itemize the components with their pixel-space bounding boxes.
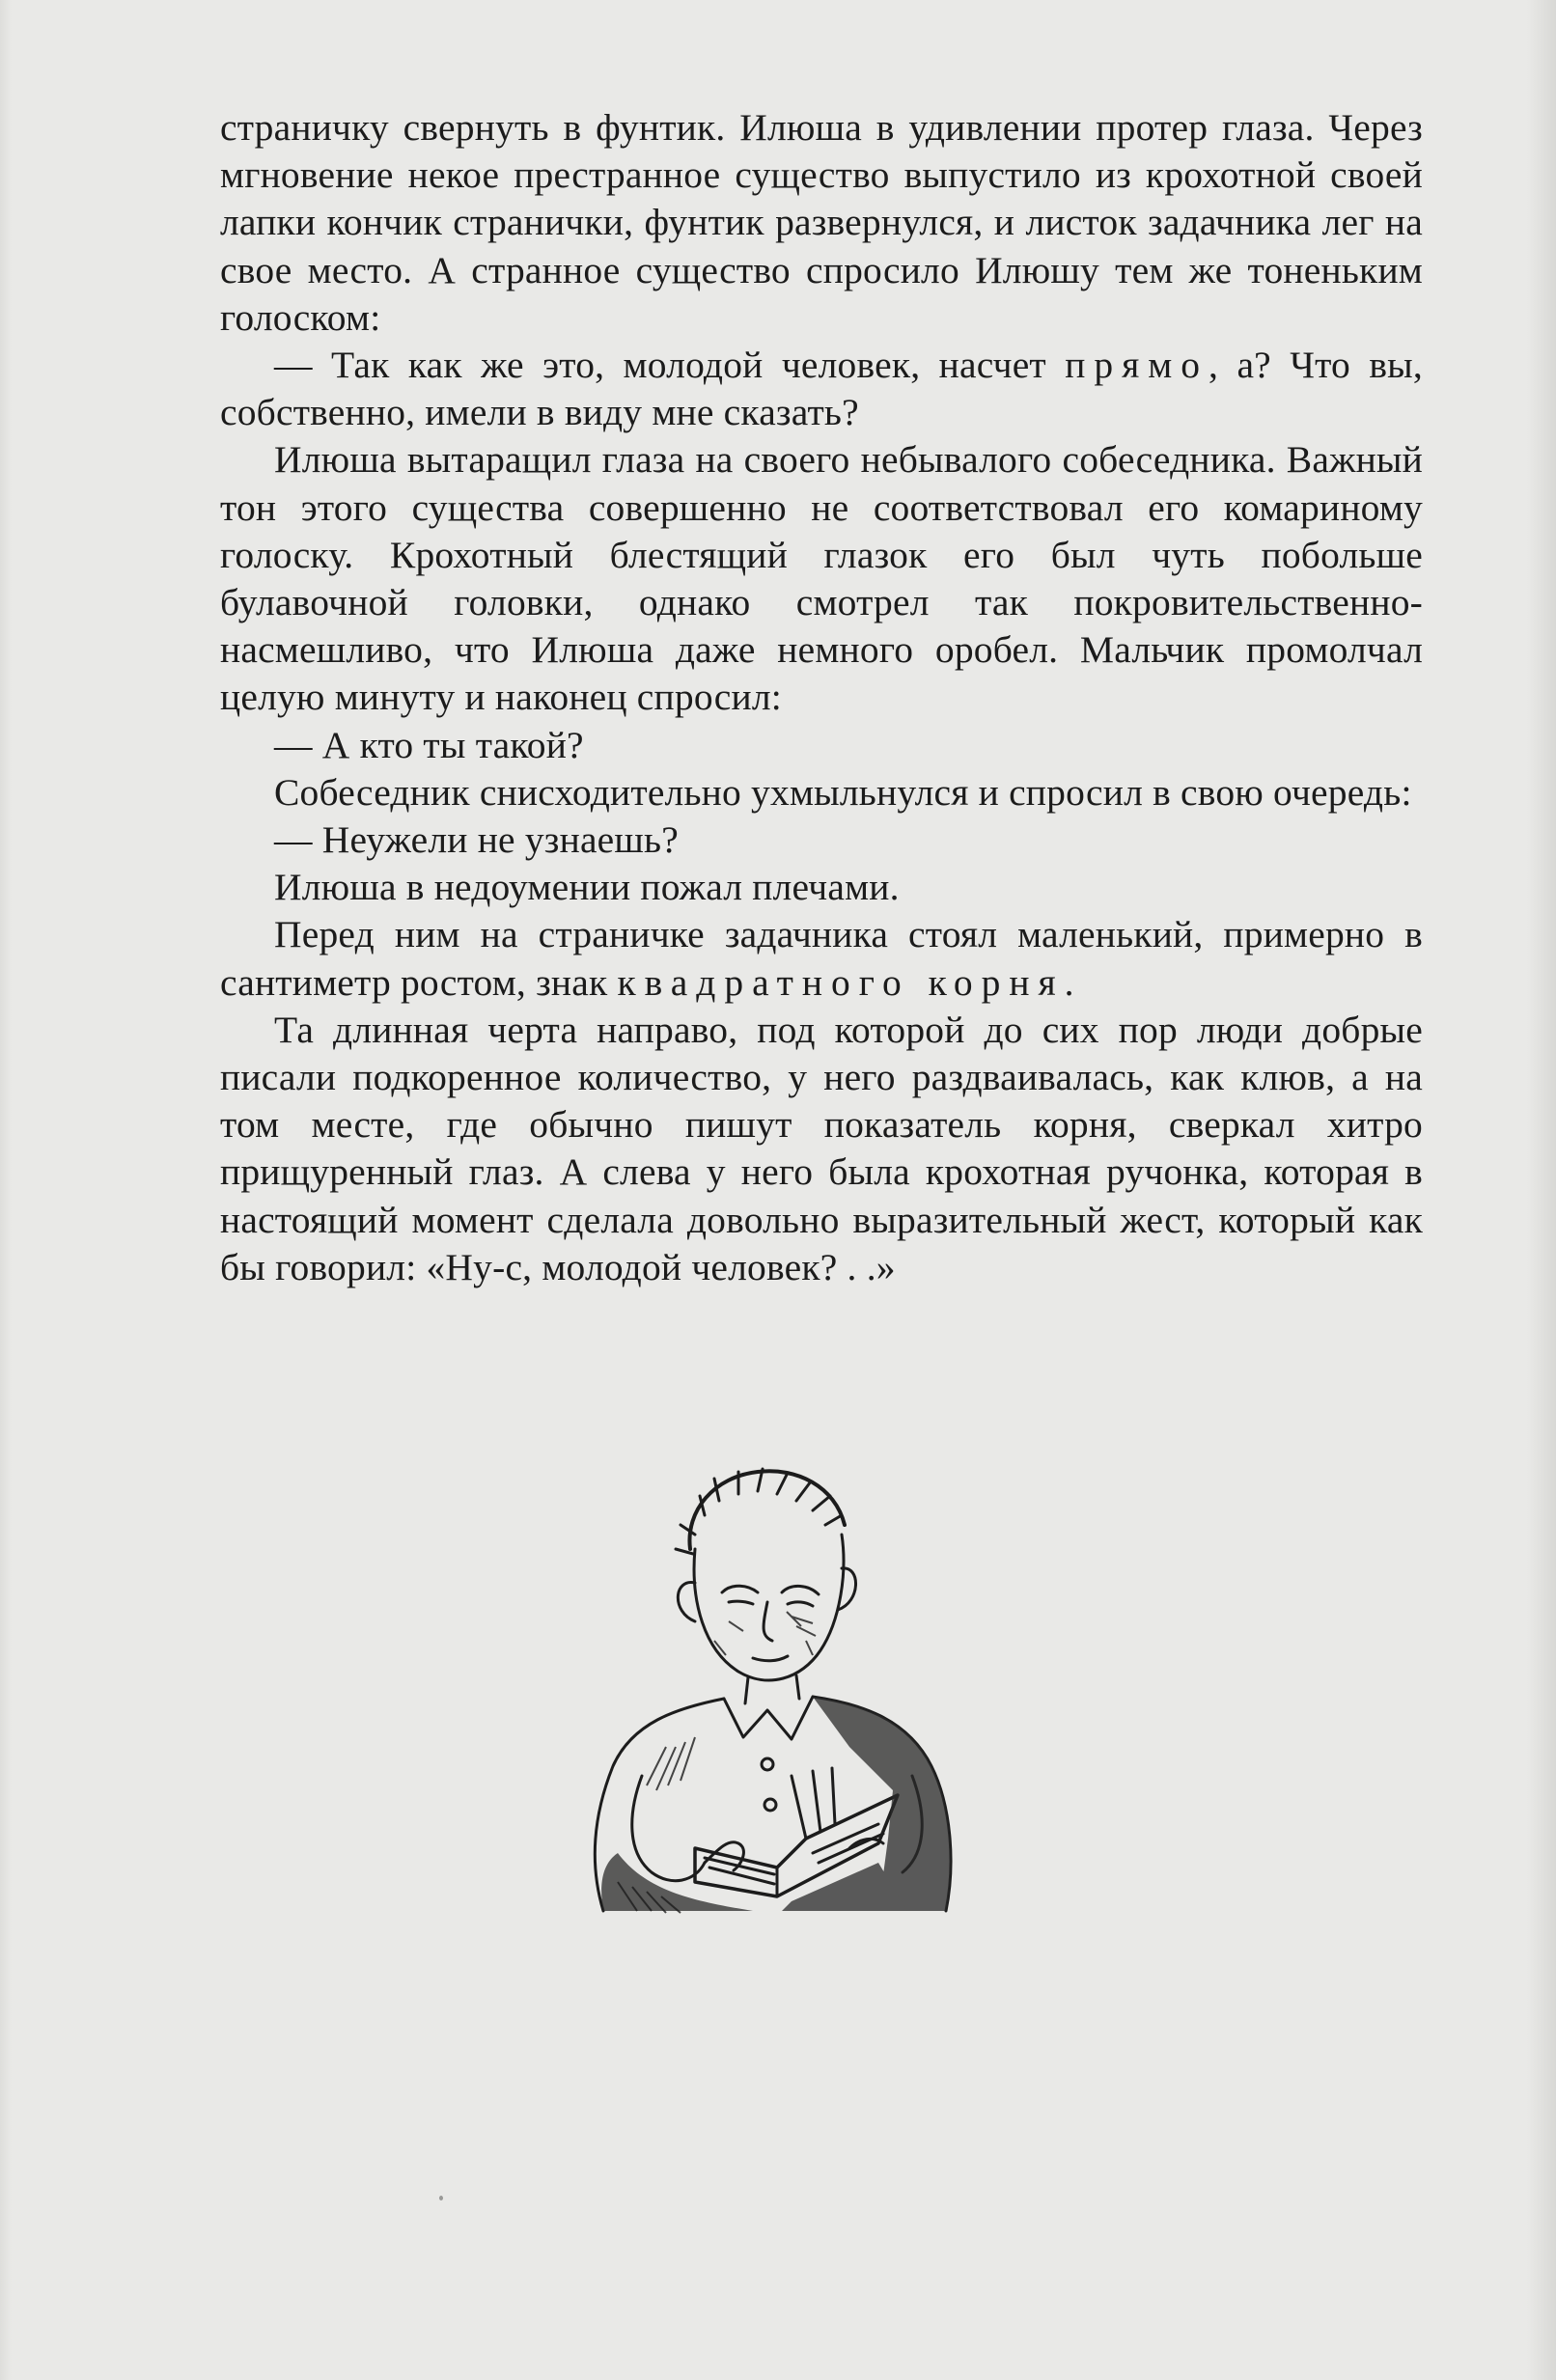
paragraph-2-text-b: , а? Что вы, собственно, имели в виду мне сказать?: [220, 344, 1424, 434]
paragraph-8-text-a: Перед ним на страничке задачника стоял маленький, примерно в сантиметр ростом, знак: [220, 913, 1423, 1004]
book-text: [220, 104, 1423, 1291]
paragraph-6-text: — Неужели не узнаешь?: [274, 818, 679, 862]
paragraph-5: [220, 769, 1423, 816]
page-edge-right: [1527, 0, 1556, 2380]
paper-speck: [439, 2196, 443, 2200]
paragraph-3: [220, 436, 1423, 721]
paragraph-1-text: страничку свернуть в фунтик. Илюша в удивлении протер глаза. Через мгновение некое престранное существо выпустило из крохотной своей лапки кончик странички, фунтик развернулся, и листок задачника лег на свое место. А странное существо спросило Илюшу тем же тоненьким голоском:: [220, 106, 1423, 339]
paragraph-7-text: Илюша в недоумении пожал плечами.: [274, 866, 900, 909]
paragraph-4-text: — А кто ты такой?: [274, 723, 584, 766]
paragraph-9: [220, 1007, 1423, 1291]
illustration-drawing: [560, 1457, 1014, 1959]
paragraph-3-text: Илюша вытаращил глаза на своего небывалого собеседника. Важный тон этого существа совершенно не соответствовал его комариному голоску. Крохотный блестящий глазок его был чуть побольше булавочной головки, однако смотрел так покровительственно-насмешливо, что Илюша даже немного оробел. Мальчик промолчал целую минуту и наконец спросил:: [220, 438, 1423, 719]
page-edge-left: [0, 0, 12, 2380]
paragraph-2-emphasis: прямо: [1065, 344, 1209, 387]
paragraph-8-emphasis: квадратного корня: [617, 960, 1065, 1004]
boy-reading-book-illustration: [560, 1457, 1014, 1959]
paragraph-2: [220, 342, 1423, 436]
paragraph-9-text: Та длинная черта направо, под которой до сих пор люди добрые писали подкоренное количество, у него раздваивалась, как клюв, а на том месте, где обычно пишут показатель корня, сверкал хитро прищуренный глаз. А слева у него была крохотная ручонка, которая в настоящий момент сделала довольно выразительный жест, который как бы говорил: «Ну-с, молодой человек? . .»: [220, 1008, 1423, 1288]
paragraph-5-text: Собеседник снисходительно ухмыльнулся и спросил в свою очередь:: [274, 770, 1412, 814]
paragraph-8-text-b: .: [1064, 960, 1074, 1004]
paragraph-4: [220, 722, 1423, 769]
paragraph-7: [220, 864, 1423, 911]
paragraph-1: [220, 104, 1423, 342]
paragraph-8: [220, 911, 1423, 1006]
paragraph-6: [220, 816, 1423, 864]
paragraph-2-text-a: — Так как же это, молодой человек, насчет: [274, 344, 1066, 387]
